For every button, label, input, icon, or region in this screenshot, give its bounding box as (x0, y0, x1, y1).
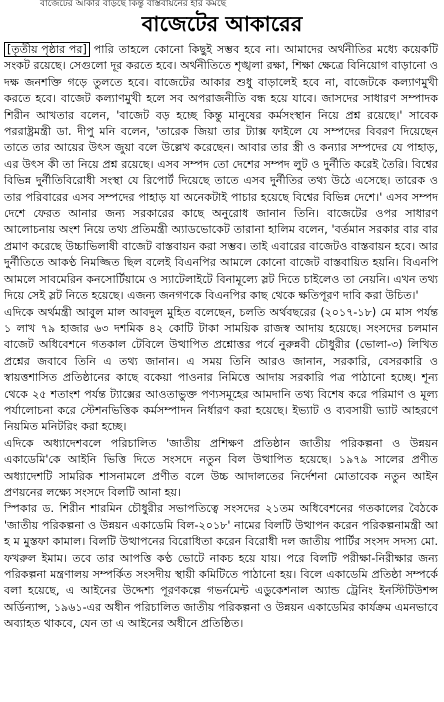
paragraph: এদিকে অধ্যাদেশবলে পরিচালিত 'জাতীয় প্রশিক্ষণ প্রতিষ্ঠান জাতীয় পরিকল্পনা ও উন্নয়ন একাডেমি'কে আইনি ভিত্তি দিতে সংসদে নতুন বিল উত্থাপিত হয়েছে। ১৯৭৯ সালের প্রণীত অধ্যাদেশটি সামরিক শাসনামলে প্রণীত বলে উচ্চ আদালতের নির্দেশনা মোতাবেক নতুন আইন প্রণয়নের লক্ষ্যে সংসদে বিলটি আনা হয়। (4, 436, 438, 499)
paragraph-text: পারি তাহলে কোনো কিছুই সম্ভব হবে না। আমাদের অর্থনীতির মধ্যে কয়েকটি সংকট রয়েছে। সেগুলো দূর করতে হবে। অর্থনীতিতে শৃঙ্খলা রক্ষা, শিক্ষা ক্ষেত্রে বিনিয়োগ বাড়ানো ও দক্ষ জনশক্তি গড়ে তুলতে হবে। বাজেটের আকার শুধু বাড়ালেই হবে না, বাজেটকে কল্যাণমুখী করতে হবে। বাজেট কল্যাণমুখী হলে সব অপরাজনীতি বন্ধ হয়ে যাবে। জাসদের সাধারণ সম্পাদক শিরীন আখতার বলেন, 'বাজেট বড় হচ্ছে কিন্তু মানুষের কর্মসংস্থান নিয়ে প্রশ্ন রয়েছে।' সাবেক পররাষ্ট্রমন্ত্রী ডা. দীপু মনি বলেন, 'তারেক জিয়া তার ট্যাক্স ফাইলে যে সম্পদের বিবরণ দিয়েছেন তাতে তার আয়ের উৎস জুয়া বলে উল্লেখ করেছেন। আবার তার স্ত্রী ও কন্যার সম্পদের যে পাহাড়, এর উৎস কী তা নিয়ে প্রশ্ন রয়েছে। এসব সম্পদ তো দেশের সম্পদ লুট ও দুর্নীতি করেই তৈরি। বিশ্বের বিভিন্ন দুর্নীতিবিরোধী সংস্থা যে রিপোর্ট দিয়েছে তাতে এসব দুর্নীতির তথ্য উঠে এসেছে। তারেক ও তার পরিবারের এসব সম্পদের পাহাড় যা অনেকটাই পাচার হয়েছে বিশ্বের বিভিন্ন দেশে।' এসব সম্পদ দেশে ফেরত আনার জন্য সরকারের কাছে অনুরোধ জানান তিনি। বাজেটের ওপর সাধারণ আলোচনায় অংশ নিয়ে তথ্য প্রতিমন্ত্রী অ্যাডভোকেট তারানা হালিম বলেন, 'বর্তমান সরকার বার বার প্রমাণ করেছে উচ্চাভিলাষী বাজেট বাস্তবায়ন করা সম্ভব। তাই এবারের বাজেটও বাস্তবায়ন হবে। আর দুর্নীতিতে আকণ্ঠ নিমজ্জিত ছিল বলেই বিএনপির আমলে কোনো বাজেট বাস্তবায়িত হয়নি। বিএনপি আমলে সাবমেরিন কনসোর্টিয়ামে ও স্যাটেলাইটে বিনামূল্যে স্লট দিতে চাইলেও তা নেয়নি। এখন তথ্য দিয়ে সেই স্লট নিতে হয়েছে। এজন্য জনগণকে বিএনপির কাছ থেকে ক্ষতিপূরণ দাবি করা উচিত।' (4, 43, 438, 303)
paragraph (4, 42, 438, 305)
cut-off-previous-line: বাজেটের আকার বাড়ছে কিন্তু বাস্তবায়নের হার কমছে (40, 0, 227, 8)
article-headline: বাজেটের আকারের (141, 12, 303, 36)
continuation-label: [তৃতীয় পৃষ্ঠার পর] (4, 42, 90, 57)
paragraph: স্পিকার ড. শিরীন শারমিন চৌধুরীর সভাপতিত্বে সংসদের ২১তম অধিবেশনের গতকালের বৈঠকে 'জাতীয় পরিকল্পনা ও উন্নয়ন একাডেমি বিল-২০১৮' নামের বিলটি উত্থাপন করেন পরিকল্পনামন্ত্রী আ হ ম মুস্তফা কামাল। বিলটি উত্থাপনের বিরোধিতা করেন বিরোধী দল জাতীয় পার্টির সংসদ সদস্য মো. ফখরুল ইমাম। তবে তার আপত্তি কণ্ঠ ভোটে নাকচ হয়ে যায়। পরে বিলটি পরীক্ষা-নিরীক্ষার জন্য পরিকল্পনা মন্ত্রণালয় সম্পর্কিত সংসদীয় স্থায়ী কমিটিতে পাঠানো হয়। বিলে একাডেমি প্রতিষ্ঠা সম্পর্কে বলা হয়েছে, এ আইনের উদ্দেশ্য পূরণকল্পে গভর্নমেন্ট এডুকেশনাল অ্যান্ড ট্রেনিং ইনস্টিটিউশন্স অর্ডিন্যান্স, ১৯৬১-এর অধীন পরিচালিত জাতীয় পরিকল্পনা ও উন্নয়ন একাডেমির কার্যক্রম এমনভাবে অব্যাহত থাকবে, যেন তা এ আইনের অধীনে প্রতিষ্ঠিত। (4, 502, 438, 631)
article-body (4, 42, 438, 633)
paragraph: এদিকে অর্থমন্ত্রী আবুল মাল আবদুল মুহিত বলেছেন, চলতি অর্থবছরের (২০১৭-১৮) মে মাস পর্যন্ত ১ লাখ ৭৯ হাজার ৬৩ দশমিক ৪২ কোটি টাকা সাময়িক রাজস্ব আদায় হয়েছে। সংসদের চলমান বাজেট অধিবেশনে গতকাল টেবিলে উত্থাপিত প্রশ্নোত্তর পর্বে নুরুন্নবী চৌধুরীর (ভোলা-৩) লিখিত প্রশ্নের জবাবে তিনি এ তথ্য জানান। এ সময় তিনি আরও জানান, সরকারি, বেসরকারি ও স্বায়ত্তশাসিত প্রতিষ্ঠানের কাছে বকেয়া পাওনার নিমিত্তে আদায় সরকারি পত্র পাঠানো হচ্ছে। শূন্য থেকে ২৫ শতাংশ পর্যন্ত ট্যাক্সের আওতাভুক্ত পণ্যসমূহের আমদানি তথ্য বিশেষ করে পরিমাণ ও মূল্য পর্যালোচনা করে স্টেশনভিত্তিক কর্মসম্পাদন নির্ধারণ করা হয়েছে। ইভ্যাট ও ব্যবসায়ী ভ্যাট আহরণে নিয়মিত মনিটরিং করা হচ্ছে। (4, 305, 438, 434)
